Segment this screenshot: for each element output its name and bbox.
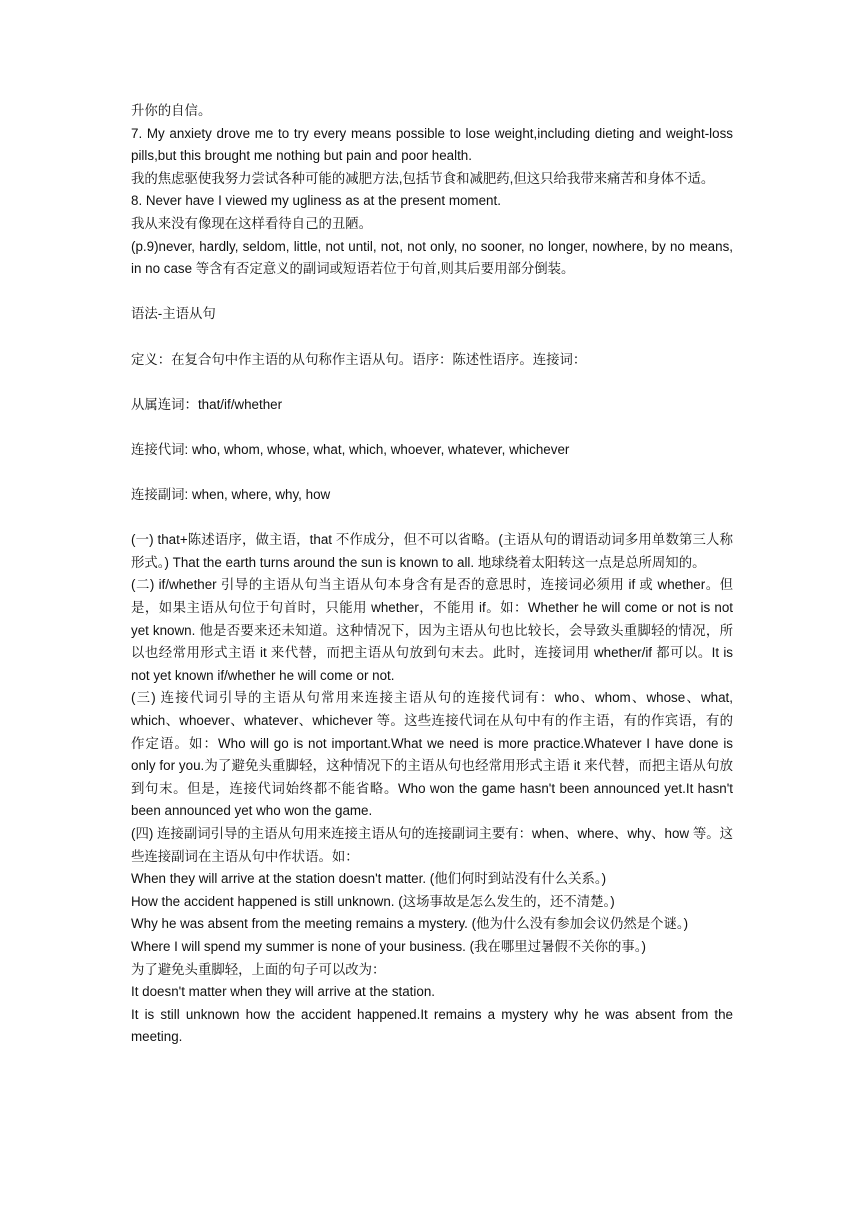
- spacer: [131, 416, 733, 439]
- translation-7: 我的焦虑驱使我努力尝试各种可能的减肥方法,包括节食和减肥药,但这只给我带来痛苦和身体不适。: [131, 170, 715, 186]
- spacer: [131, 326, 733, 349]
- example-line: How the accident happened is still unknown. (这场事故是怎么发生的，还不清楚。): [131, 893, 615, 909]
- translation-8: 我从来没有像现在这样看待自己的丑陋。: [131, 215, 373, 231]
- connective-pronouns: 连接代词: who, whom, whose, what, which, whoever, whatever, whichever: [131, 441, 570, 457]
- inversion-note: (p.9)never, hardly, seldom, little, not until, not, not only, no sooner, no longer, nowhere, by no means, in no case 等含有否定意义的副词或短语若位于句首,则其后要用部分倒装。: [131, 238, 733, 277]
- connective-adverbs: 连接副词: when, where, why, how: [131, 487, 331, 503]
- rewrite-intro: 为了避免头重脚轻，上面的句子可以改为：: [131, 961, 386, 977]
- spacer: [131, 371, 733, 394]
- document-body: [131, 100, 733, 1049]
- example-line: When they will arrive at the station doesn't matter. (他们何时到站没有什么关系。): [131, 871, 607, 887]
- subordinating-conjunctions: 从属连词：that/if/whether: [131, 396, 283, 412]
- example-sentence-7: 7. My anxiety drove me to try every means possible to lose weight,including dieting and weight-loss pills,but this brought me nothing but pain and poor health.: [131, 125, 733, 164]
- spacer: [131, 462, 733, 485]
- rule-4: (四) 连接副词引导的主语从句用来连接主语从句的连接副词主要有：when、where、why、how 等。这些连接副词在主语从句中作状语。如：: [131, 826, 733, 864]
- example-line: Why he was absent from the meeting remains a mystery. (他为什么没有参加会议仍然是个谜。): [131, 916, 689, 932]
- rewrite-line: It is still unknown how the accident happened.It remains a mystery why he was absent from the meeting.: [131, 1006, 733, 1045]
- spacer: [131, 507, 733, 530]
- section-heading: 语法-主语从句: [131, 306, 216, 322]
- definition: 定义：在复合句中作主语的从句称作主语从句。语序：陈述性语序。连接词：: [131, 351, 587, 367]
- rule-2: (二) if/whether 引导的主语从句当主语从句本身含有是否的意思时，连接词必须用 if 或 whether。但是，如果主语从句位于句首时，只能用 whether，不能用 if。如：Whether he will come or not is not yet known. 他是否要来还未知道。这种情况下，因为主语从句也比较长，会导致头重脚轻的情况，所以也经常用形式主语 it 来代替，而把主语从句放到句末去。此时，连接词用 whether/if 都可以。It is not yet known if/whether he will come or not.: [131, 577, 733, 683]
- example-line: Where I will spend my summer is none of your business. (我在哪里过暑假不关你的事。): [131, 938, 646, 954]
- paragraph: 升你的自信。: [131, 103, 212, 118]
- rule-1: (一) that+陈述语序，做主语，that 不作成分，但不可以省略。(主语从句的谓语动词多用单数第三人称形式。) That the earth turns around the sun is known to all. 地球绕着太阳转这一点是总所周知的。: [131, 532, 733, 570]
- rule-3: (三) 连接代词引导的主语从句常用来连接主语从句的连接代词有：who、whom、whose、what, which、whoever、whatever、whichever 等。这些连接代词在从句中有的作主语，有的作宾语，有的作定语。如：Who will go is not important.What we need is more practice.Whatever I have done is only for you.为了避免头重脚轻，这种情况下的主语从句也经常用形式主语 it 来代替，而把主语从句放到句末。但是，连接代词始终都不能省略。Who won the game hasn't been announced yet.It hasn't been announced yet who won the game.: [131, 690, 733, 819]
- rewrite-line: It doesn't matter when they will arrive at the station.: [131, 984, 435, 1000]
- spacer: [131, 281, 733, 304]
- example-sentence-8: 8. Never have I viewed my ugliness as at the present moment.: [131, 193, 501, 209]
